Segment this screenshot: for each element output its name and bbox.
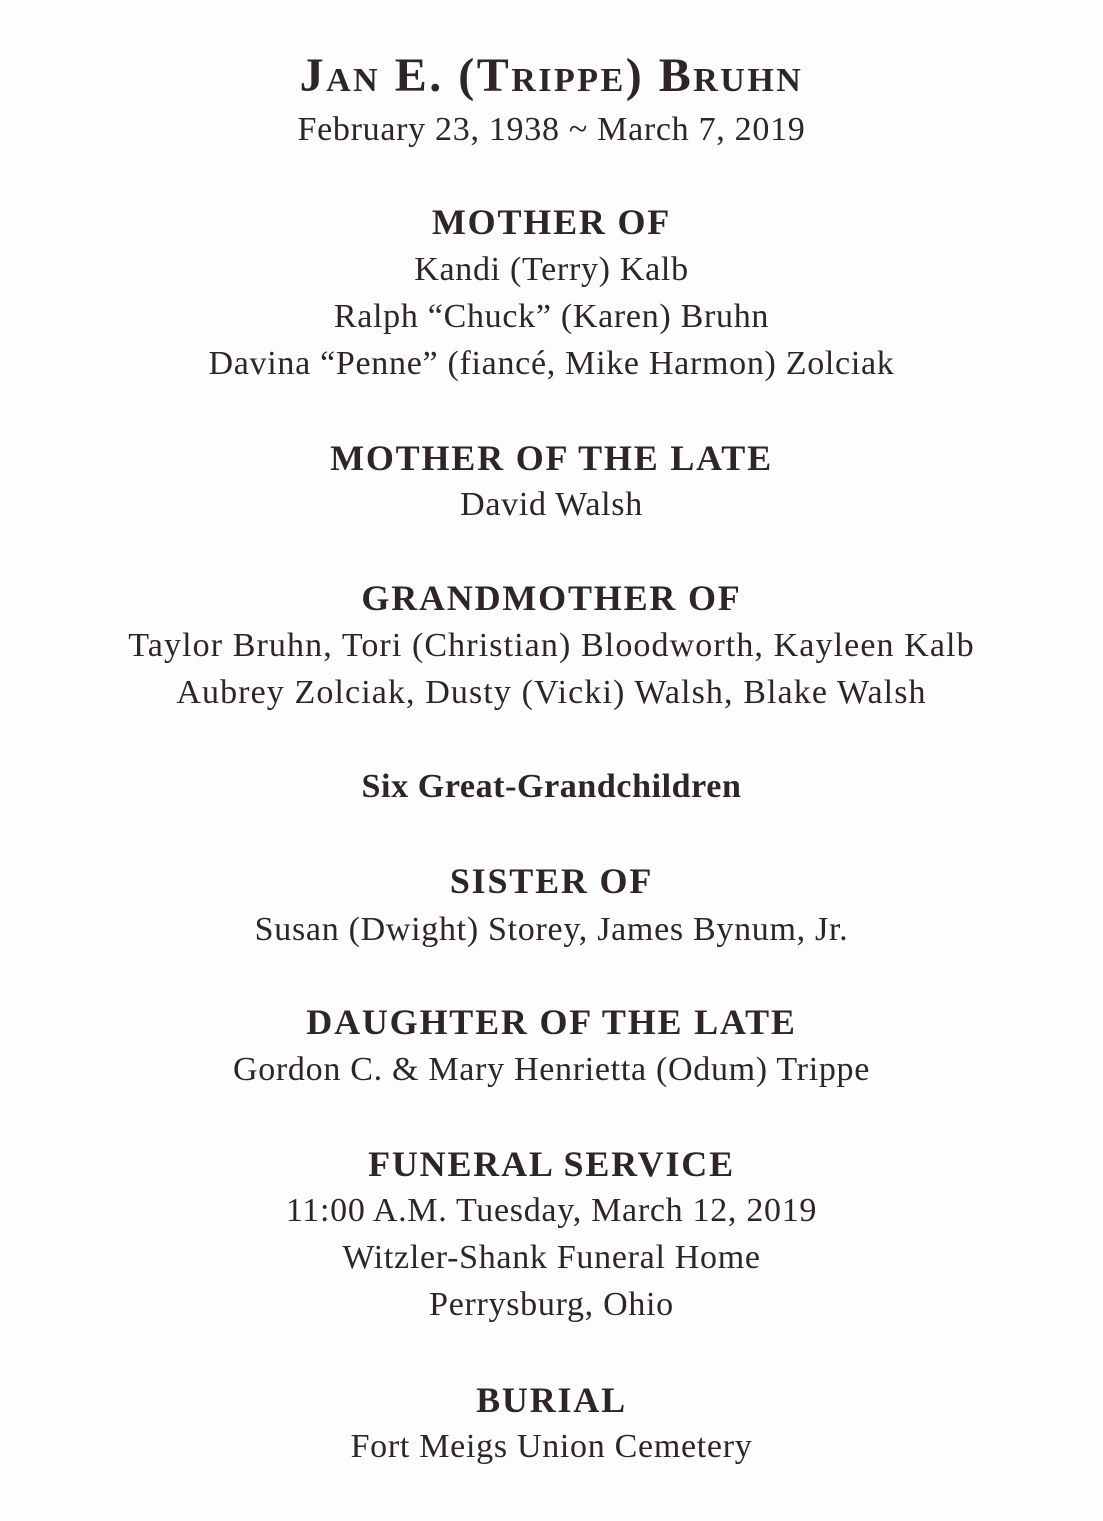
mother-of-name-2: Ralph “Chuck” (Karen) Bruhn: [333, 298, 770, 335]
mother-of-heading: MOTHER OF: [431, 202, 672, 242]
burial-heading: BURIAL: [476, 1380, 627, 1420]
funeral-service-venue: Witzler-Shank Funeral Home: [342, 1239, 761, 1276]
daughter-of-late-names: Gordon C. & Mary Henrietta (Odum) Trippe: [232, 1051, 871, 1088]
mother-of-name-1: Kandi (Terry) Kalb: [414, 251, 689, 288]
daughter-of-late-heading: DAUGHTER OF THE LATE: [306, 1002, 797, 1042]
deceased-name: Jan E. (Trippe) Bruhn: [299, 49, 804, 102]
mother-of-name-3: Davina “Penne” (fiancé, Mike Harmon) Zolciak: [208, 345, 895, 382]
sister-of-heading: SISTER OF: [449, 861, 654, 901]
grandmother-of-line-1: Taylor Bruhn, Tori (Christian) Bloodworth, Kayleen Kalb: [128, 627, 975, 664]
life-dates: February 23, 1938 ~ March 7, 2019: [297, 111, 806, 148]
burial-place: Fort Meigs Union Cemetery: [350, 1428, 753, 1465]
sister-of-names: Susan (Dwight) Storey, James Bynum, Jr.: [254, 911, 849, 948]
grandmother-of-heading: GRANDMOTHER OF: [361, 578, 742, 618]
funeral-service-time: 11:00 A.M. Tuesday, March 12, 2019: [285, 1192, 818, 1229]
funeral-service-location: Perrysburg, Ohio: [429, 1286, 674, 1323]
mother-of-late-heading: MOTHER OF THE LATE: [330, 438, 773, 478]
mother-of-late-name-1: David Walsh: [460, 486, 643, 523]
great-grandchildren-note: Six Great-Grandchildren: [361, 768, 742, 805]
grandmother-of-line-2: Aubrey Zolciak, Dusty (Vicki) Walsh, Blake Walsh: [176, 674, 927, 711]
funeral-service-heading: FUNERAL SERVICE: [368, 1144, 735, 1184]
